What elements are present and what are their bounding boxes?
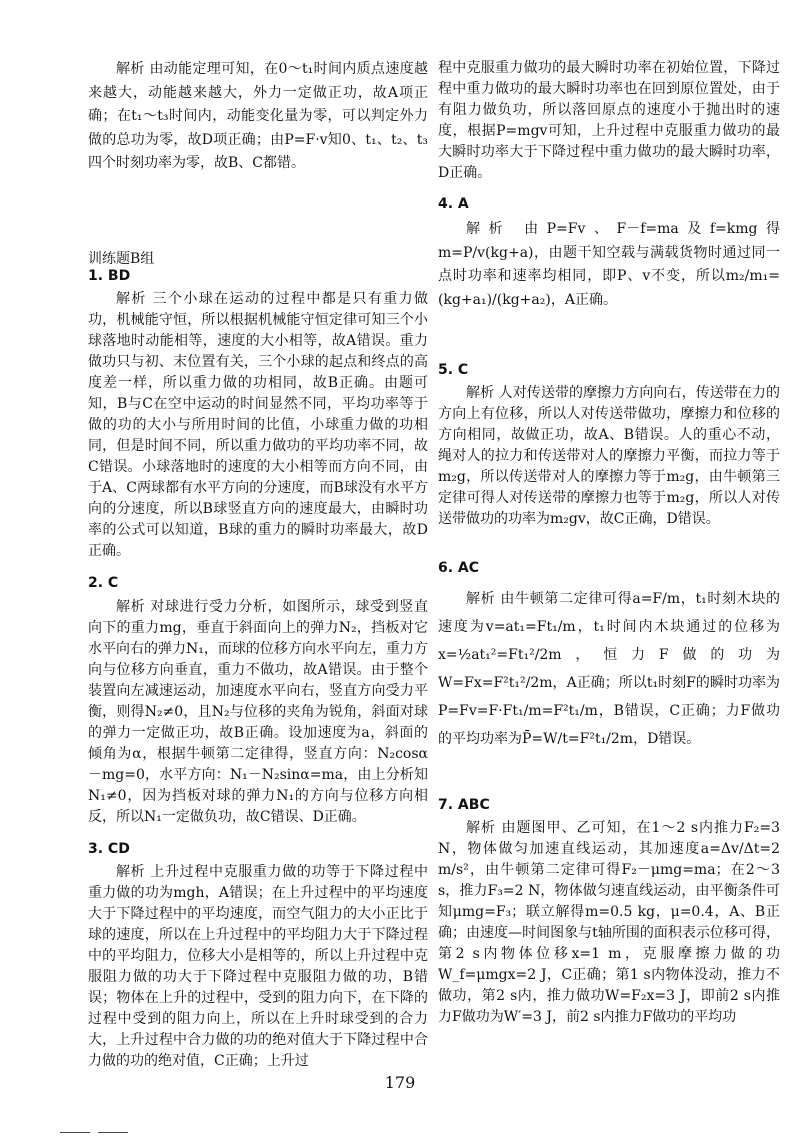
explanation-4: 解析 由P=Fv、F－f=ma及f=kmg得m=P/v(kg+a)，由题干知空载与满载货物时通过同一点时功率和速率均相同，即P、v不变，所以m₂/m₁=(kg+a₁)/(kg+a₂)，A正确。 [438, 221, 780, 308]
answer-6: 6. AC [438, 560, 480, 576]
explanation-6: 解析 由牛顿第二定律可得a=F/m，t₁时刻木块的速度为v=at₁=Ft₁/m，t₁时间内木块通过的位移为x=½at₁²=Ft₁²/2m，恒力F做的功为W=Fx=F²t₁²/2m，A正确；所以t₁时刻F的瞬时功率为P=Fv=F·Ft₁/m=F²t₁/m，B错误，C正确；力F做功的平均功率为P̄=W/t=F²t₁/2m，D错误。 [438, 591, 780, 747]
page-number: 179 [384, 1073, 416, 1092]
footer-rule-1 [60, 1132, 90, 1133]
explanation-3: 解析 上升过程中克服重力做的功等于下降过程中重力做的功为mgh，A错误；在上升过程中的平均速度大于下降过程中的平均速度，而空气阻力的大小正比于球的速度，所以在上升过程中的平均阻力大于下降过程中的平均阻力，位移大小是相等的，所以上升过程中克服阻力做的功大于下降过程中克服阻力做的功，B错误；物体在上升的过程中，受到的阻力向下，在下降的过程中受到的阻力向上，所以在上升时球受到的合力大，上升过程中合力做的功的绝对值大于下降过程中合力做的功的绝对值，C正确；上升过 [88, 864, 428, 1069]
explanation-5: 解析 人对传送带的摩擦力方向向右，传送带在力的方向上有位移，所以人对传送带做功，摩擦力和位移的方向相同，故做正功，故A、B错误。人的重心不动，绳对人的拉力和传送带对人的摩擦力平衡，而拉力等于m₂g，所以传送带对人的摩擦力等于m₂g，由牛顿第三定律可得人对传送带的摩擦力也等于m₂g，所以人对传送带做功的功率为m₂gv，故C正确，D错误。 [438, 385, 780, 527]
answer-7: 7. ABC [438, 797, 490, 813]
continued-paragraph: 程中克服重力做功的最大瞬时功率在初始位置，下降过程中重力做功的最大瞬时功率也在回到原位置处，由于有阻力做负功，所以落回原点的速度小于抛出时的速度，根据P=mgv可知，上升过程中克服重力做功的最大瞬时功率大于下降过程中重力做功的最大瞬时功率，D正确。 [438, 60, 780, 181]
footer-rule-2 [98, 1132, 128, 1133]
answer-1: 1. BD [88, 268, 131, 284]
answer-2: 2. C [88, 575, 119, 591]
explanation-2: 解析 对球进行受力分析，如图所示，球受到竖直向下的重力mg，垂直于斜面向上的弹力N₂，挡板对它水平向右的弹力N₁，而球的位移方向水平向左，重力方向与位移方向垂直，重力不做功，故A错误。由于整个装置向左减速运动，加速度水平向右，竖直方向受力平衡，则得N₂≠0，且N₂与位移的夹角为锐角，斜面对球的弹力一定做正功，故B正确。设加速度为a，斜面的倾角为α，根据牛顿第二定律得，竖直方向：N₂cosα－mg=0，水平方向：N₁－N₂sinα=ma，由上分析知N₁≠0，因为挡板对球的弹力N₁的方向与位移方向相反，所以N₁一定做负功，故C错误、D正确。 [88, 599, 428, 825]
explanation-7: 解析 由题图甲、乙可知，在1～2 s内推力F₂=3 N，物体做匀加速直线运动，其加速度a=Δv/Δt=2 m/s²，由牛顿第二定律可得F₂－μmg=ma；在2～3 s，推力F₃=2 N，物体做匀速直线运动，由平衡条件可知μmg=F₃；联立解得m=0.5 kg，μ=0.4，A、B正确；由速度—时间图象与t轴所围的面积表示位移可得，第2 s内物体位移x=1 m，克服摩擦力做的功W_f=μmgx=2 J，C正确；第1 s内物体没动，推力不做功，第2 s内，推力做功W=F₂x=3 J，即前2 s内推力F做功为W′=3 J，前2 s内推力F做功的平均功 [438, 820, 780, 1025]
section-title: 训练题B组 [88, 251, 155, 267]
intro-paragraph: 解析 由动能定理可知，在0～t₁时间内质点速度越来越大，动能越来越大，外力一定做正功，故A项正确；在t₁～t₃时间内，动能变化量为零，可以判定外力做的总功为零，故D项正确；由P=F·v知0、t₁、t₂、t₃四个时刻功率为零，故B、C都错。 [88, 61, 428, 172]
explanation-1: 解析 三个小球在运动的过程中都是只有重力做功，机械能守恒，所以根据机械能守恒定律可知三个小球落地时动能相等，速度的大小相等，故A错误。重力做功只与初、末位置有关，三个小球的起点和终点的高度差一样，所以重力做的功相同，故B正确。由题可知，B与C在空中运动的时间显然不同，平均功率等于做的功的大小与所用时间的比值，小球重力做的功相同，但是时间不同，所以重力做功的平均功率不同，故C错误。小球落地时的速度的大小相等而方向不同，由于A、C两球都有水平方向的分速度，而B球没有水平方向的分速度，所以B球竖直方向的速度最大，由瞬时功率的公式可以知道，B球的重力的瞬时功率最大，故D正确。 [88, 291, 428, 559]
answer-3: 3. CD [88, 841, 130, 857]
answer-5: 5. C [438, 362, 469, 378]
answer-4: 4. A [438, 196, 469, 212]
